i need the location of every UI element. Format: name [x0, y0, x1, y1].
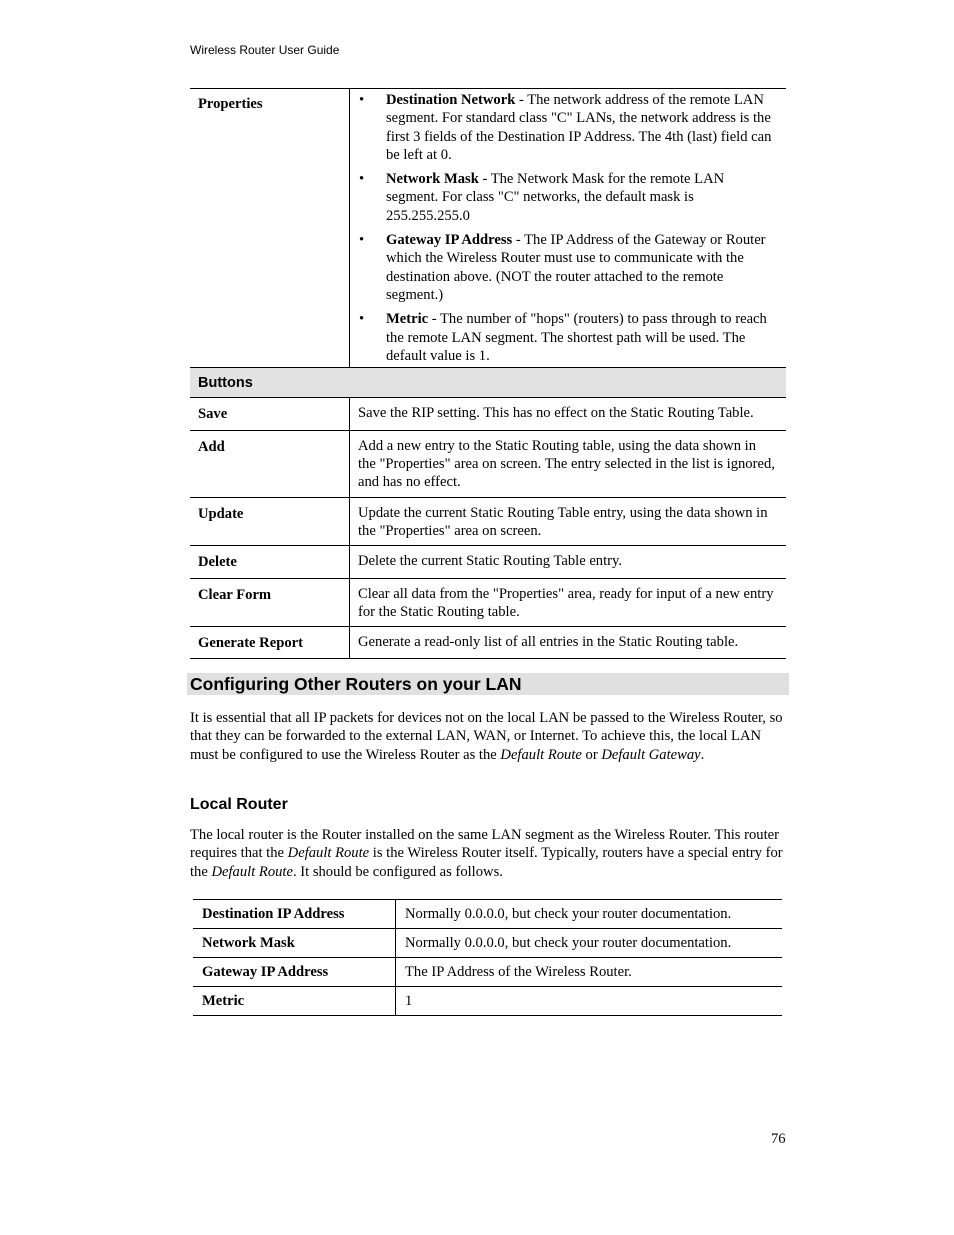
- paragraph-text: or: [581, 746, 602, 763]
- term: Destination Network: [386, 92, 516, 108]
- emphasis: Default Route: [500, 746, 582, 763]
- page-number: 76: [771, 1131, 786, 1147]
- routing-options-table: [190, 88, 786, 659]
- local-router-settings-table: [193, 899, 782, 1016]
- button-name: Update: [190, 497, 350, 546]
- bullet-icon: •: [359, 311, 365, 328]
- paragraph-text: . It should be configured as follows.: [292, 863, 503, 880]
- table-row: [190, 546, 786, 578]
- term-description: - The number of "hops" (routers) to pass through to reach the remote LAN segment. The shortest path will be used. The default value is 1.: [386, 311, 767, 364]
- button-description: Generate a read-only list of all entries in the Static Routing table.: [358, 634, 739, 651]
- button-description: Delete the current Static Routing Table entry.: [358, 553, 623, 570]
- list-item: [358, 91, 780, 164]
- term: Network Mask: [386, 171, 479, 188]
- properties-label: Properties: [190, 89, 350, 368]
- section-heading: Configuring Other Routers on your LAN: [187, 673, 789, 695]
- local-router-paragraph: [190, 826, 786, 881]
- properties-list: [358, 91, 780, 365]
- paragraph-text: is the Wireless Router itself. Typically, routers have a special entry for the: [190, 845, 783, 880]
- list-item: [358, 310, 780, 365]
- button-name: Save: [190, 398, 350, 430]
- term-description: - The network address of the remote LAN segment. For standard class "C" LANs, the network address is the first 3 fields of the Destination IP Address. The 4th (last) field can be left at 0.: [386, 92, 772, 163]
- setting-name: Destination IP Address: [193, 900, 396, 929]
- running-header: Wireless Router User Guide: [190, 43, 340, 57]
- properties-row: [190, 89, 786, 368]
- list-item: [358, 170, 780, 225]
- table-row: [190, 627, 786, 659]
- bullet-icon: •: [359, 92, 365, 108]
- intro-paragraph: [190, 709, 786, 764]
- setting-name: Network Mask: [193, 929, 396, 958]
- term-description: - The IP Address of the Gateway or Router which the Wireless Router must use to communicate with the destination above. (NOT the router attached to the remote segment.): [386, 232, 766, 303]
- buttons-section-row: [190, 368, 786, 398]
- button-description: Update the current Static Routing Table entry, using the data shown in the "Properties" area on screen.: [358, 504, 768, 539]
- table-row: [190, 497, 786, 546]
- setting-name: Metric: [193, 987, 396, 1016]
- table-row: [190, 430, 786, 497]
- bullet-icon: •: [359, 232, 365, 249]
- button-name: Clear Form: [190, 578, 350, 627]
- table-row: [190, 578, 786, 627]
- table-row: [193, 987, 782, 1016]
- emphasis: Default Gateway: [601, 746, 701, 763]
- button-name: Add: [190, 430, 350, 497]
- buttons-section-heading: Buttons: [190, 368, 786, 398]
- table-row: [193, 929, 782, 958]
- subsection-heading: Local Router: [190, 796, 288, 813]
- button-name: Delete: [190, 546, 350, 578]
- emphasis: Default Route: [287, 845, 370, 862]
- emphasis: Default Route: [211, 863, 293, 880]
- setting-value: Normally 0.0.0.0, but check your router documentation.: [405, 935, 732, 951]
- paragraph-text: .: [700, 746, 705, 763]
- button-name: Generate Report: [190, 627, 350, 659]
- term: Gateway IP Address: [386, 232, 513, 249]
- term-description: - The Network Mask for the remote LAN segment. For class "C" networks, the default mask is 255.255.255.0: [386, 171, 725, 224]
- setting-value: 1: [405, 993, 413, 1009]
- button-description: Add a new entry to the Static Routing table, using the data shown in the "Properties" area on screen. The entry selected in the list is ignored, and has no effect.: [358, 437, 775, 491]
- table-row: [193, 958, 782, 987]
- setting-value: Normally 0.0.0.0, but check your router documentation.: [405, 906, 732, 922]
- term: Metric: [386, 311, 429, 328]
- table-row: [190, 398, 786, 430]
- properties-description: [350, 89, 787, 368]
- list-item: [358, 231, 780, 304]
- bullet-icon: •: [359, 171, 365, 188]
- setting-name: Gateway IP Address: [193, 958, 396, 987]
- paragraph-text: It is essential that all IP packets for devices not on the local LAN be passed to the Wireless Router, so that they can be forwarded to the external LAN, WAN, or Internet. To achieve this, the local LAN must be configured to use the Wireless Router as the: [190, 710, 783, 763]
- table-row: [193, 900, 782, 929]
- button-description: Save the RIP setting. This has no effect on the Static Routing Table.: [358, 405, 754, 422]
- setting-value: The IP Address of the Wireless Router.: [405, 964, 632, 980]
- button-description: Clear all data from the "Properties" area, ready for input of a new entry for the Static Routing table.: [358, 585, 774, 620]
- paragraph-text: The local router is the Router installed on the same LAN segment as the Wireless Router. This router requires that the: [190, 827, 779, 862]
